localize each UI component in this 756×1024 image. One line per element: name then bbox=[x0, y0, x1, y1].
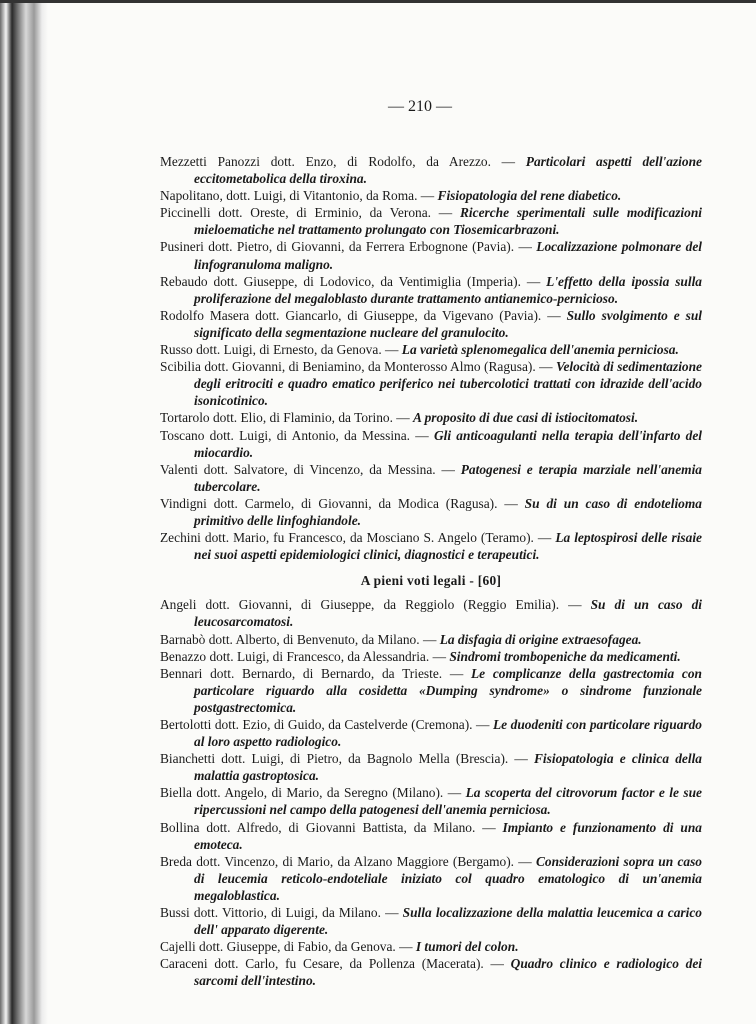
entry-author: Vindigni dott. Carmelo, di Giovanni, da Modica (Ragusa). bbox=[160, 495, 498, 511]
entry-author: Bussi dott. Vittorio, di Luigi, da Milano. bbox=[160, 905, 381, 921]
entry-author: Mezzetti Panozzi dott. Enzo, di Rodolfo, da Arezzo. bbox=[160, 154, 491, 169]
list-entry bbox=[160, 529, 702, 563]
entry-author: Zechini dott. Mario, fu Francesco, da Mosciano S. Angelo (Teramo). bbox=[160, 530, 534, 546]
entry-dash: — bbox=[442, 665, 471, 681]
entry-dash: — bbox=[490, 154, 526, 169]
list-entry bbox=[160, 853, 702, 904]
entry-thesis-title: Su di un caso di endotelioma primitivo delle linfoghiandole. bbox=[194, 495, 702, 528]
entry-dash: — bbox=[475, 819, 503, 835]
list-entry bbox=[160, 716, 702, 750]
list-entry bbox=[160, 819, 702, 853]
entry-thesis-title: Particolari aspetti dell'azione eccitometabolica della tiroxina. bbox=[194, 154, 702, 187]
entry-dash: — bbox=[380, 905, 403, 921]
entry-thesis-title: Gli anticoagulanti nella terapia dell'infarto del miocardio. bbox=[194, 427, 702, 460]
entry-author: Rebaudo dott. Giuseppe, di Lodovico, da Ventimiglia (Imperia). bbox=[160, 273, 521, 289]
entry-author: Pusineri dott. Pietro, di Giovanni, da Ferrera Erbognone (Pavia). bbox=[160, 239, 515, 255]
entry-author: Benazzo dott. Luigi, di Francesco, da Alessandria. bbox=[160, 648, 430, 664]
list-entry bbox=[160, 631, 702, 648]
entry-thesis-title: Su di un caso di leucosarcomatosi. bbox=[194, 597, 703, 630]
entry-thesis-title: La varietà splenomegalica dell'anemia perniciosa. bbox=[401, 342, 679, 358]
entry-dash: — bbox=[520, 273, 547, 289]
graduates-list-section-1 bbox=[160, 153, 702, 563]
entry-thesis-title: La scoperta del citrovorum factor e le sue ripercussioni nel campo della patogenesi dell'anemia perniciosa. bbox=[194, 785, 702, 818]
entry-thesis-title: Velocità di sedimentazione degli eritrociti e quadro ematico periferico nei tubercolotici trattati con idrazide dell'acido isonicotinico. bbox=[194, 359, 703, 409]
entry-author: Valenti dott. Salvatore, di Vincenzo, da Messina. bbox=[160, 461, 436, 477]
entry-thesis-title: Sulla localizzazione della malattia leucemica a carico dell' apparato digerente. bbox=[194, 905, 702, 938]
entry-dash: — bbox=[559, 597, 591, 613]
list-entry bbox=[160, 341, 702, 358]
graduates-list-section-2 bbox=[160, 596, 702, 989]
entry-author: Angeli dott. Giovanni, di Giuseppe, da Reggiolo (Reggio Emilia). bbox=[160, 597, 560, 613]
book-binding-edge bbox=[0, 0, 48, 1024]
entry-thesis-title: A proposito di due casi di istiocitomatosi. bbox=[413, 410, 639, 426]
list-entry bbox=[160, 938, 702, 955]
entry-author: Bennari dott. Bernardo, di Bernardo, da Trieste. bbox=[160, 665, 443, 681]
list-entry bbox=[160, 204, 702, 238]
entry-dash: — bbox=[472, 717, 493, 732]
page-number: — 210 — bbox=[388, 98, 452, 115]
entry-dash: — bbox=[514, 239, 537, 255]
page-content bbox=[160, 153, 702, 990]
list-entry bbox=[160, 648, 702, 665]
entry-thesis-title: Fisiopatologia e clinica della malattia gastroptosica. bbox=[194, 751, 702, 784]
entry-author: Bianchetti dott. Luigi, di Pietro, da Bagnolo Mella (Brescia). bbox=[160, 751, 509, 767]
entry-dash: — bbox=[392, 410, 414, 426]
entry-dash: — bbox=[541, 307, 567, 323]
entry-dash: — bbox=[514, 853, 536, 869]
list-entry bbox=[160, 904, 702, 938]
entry-dash: — bbox=[497, 495, 525, 511]
entry-thesis-title: Considerazioni sopra un caso di leucemia reticolo-endoteliale iniziato col quadro ematologico di un'anemia megaloblastica. bbox=[194, 853, 702, 903]
entry-author: Piccinelli dott. Oreste, di Erminio, da Verona. bbox=[160, 205, 432, 221]
list-entry bbox=[160, 409, 702, 426]
entry-dash: — bbox=[483, 956, 511, 972]
entry-dash: — bbox=[535, 359, 556, 375]
entry-author: Breda dott. Vincenzo, di Mario, da Alzano Maggiore (Bergamo). bbox=[160, 853, 515, 869]
list-entry bbox=[160, 784, 702, 818]
entry-author: Napolitano, dott. Luigi, di Vitantonio, da Roma. bbox=[160, 188, 418, 204]
entry-dash: — bbox=[410, 427, 434, 443]
entry-thesis-title: Sullo svolgimento e sul significato della segmentazione nucleare del granulocito. bbox=[194, 307, 703, 340]
list-entry bbox=[160, 665, 702, 716]
list-entry bbox=[160, 427, 702, 461]
entry-thesis-title: Sindromi trombopeniche da medicamenti. bbox=[449, 648, 681, 664]
entry-author: Biella dott. Angelo, di Mario, da Seregno (Milano). bbox=[160, 785, 444, 801]
entry-author: Scibilia dott. Giovanni, di Beniamino, da Monterosso Almo (Ragusa). bbox=[160, 359, 536, 375]
entry-thesis-title: Patogenesi e terapia marziale nell'anemia tubercolare. bbox=[194, 461, 702, 494]
entry-thesis-title: Le duodeniti con particolare riguardo al loro aspetto radiologico. bbox=[194, 717, 702, 750]
entry-dash: — bbox=[419, 631, 440, 647]
entry-dash: — bbox=[395, 939, 416, 955]
entry-author: Bollina dott. Alfredo, di Giovanni Battista, da Milano. bbox=[160, 819, 476, 835]
entry-thesis-title: La leptospirosi delle risaie nei suoi aspetti epidemiologici clinici, diagnostici e terapeutici. bbox=[194, 530, 702, 563]
entry-thesis-title: Le complicanze della gastrectomia con particolare riguardo alla cosidetta «Dumping syndrome» o sindrome funzionale postgastrectomica. bbox=[194, 665, 702, 715]
list-entry bbox=[160, 273, 702, 307]
entry-thesis-title: Quadro clinico e radiologico dei sarcomi dell'intestino. bbox=[194, 956, 702, 989]
scan-top-edge bbox=[0, 0, 756, 3]
entry-dash: — bbox=[417, 188, 438, 204]
entry-thesis-title: I tumori del colon. bbox=[415, 939, 519, 955]
entry-dash: — bbox=[381, 342, 402, 358]
list-entry bbox=[160, 358, 702, 409]
entry-thesis-title: Localizzazione polmonare del linfogranuloma maligno. bbox=[194, 239, 702, 272]
list-entry bbox=[160, 187, 702, 204]
entry-author: Barnabò dott. Alberto, di Benvenuto, da Milano. bbox=[160, 631, 420, 647]
entry-thesis-title: La disfagia di origine extraesofagea. bbox=[439, 631, 642, 647]
entry-dash: — bbox=[508, 751, 534, 767]
entry-thesis-title: L'effetto della ipossia sulla proliferazione del megaloblasto durante trattamento antianemico-pernicioso. bbox=[194, 273, 702, 306]
list-entry bbox=[160, 153, 702, 187]
entry-author: Toscano dott. Luigi, di Antonio, da Messina. bbox=[160, 427, 411, 443]
entry-author: Tortarolo dott. Elio, di Flaminio, da Torino. bbox=[160, 410, 393, 426]
entry-author: Russo dott. Luigi, di Ernesto, da Genova. bbox=[160, 342, 382, 358]
entry-author: Caraceni dott. Carlo, fu Cesare, da Pollenza (Macerata). bbox=[160, 956, 484, 972]
entry-author: Bertolotti dott. Ezio, di Guido, da Castelverde (Cremona). bbox=[160, 717, 473, 732]
entry-thesis-title: Fisiopatologia del rene diabetico. bbox=[437, 188, 622, 204]
entry-dash: — bbox=[431, 205, 460, 221]
entry-dash: — bbox=[435, 461, 461, 477]
list-entry bbox=[160, 596, 702, 630]
list-entry bbox=[160, 238, 702, 272]
entry-dash: — bbox=[429, 648, 450, 664]
entry-thesis-title: Impianto e funzionamento di una emoteca. bbox=[194, 819, 702, 852]
list-entry bbox=[160, 461, 702, 495]
entry-dash: — bbox=[443, 785, 466, 801]
entry-dash: — bbox=[533, 530, 556, 546]
list-entry bbox=[160, 750, 702, 784]
entry-author: Rodolfo Masera dott. Giancarlo, di Giuseppe, da Vigevano (Pavia). bbox=[160, 307, 542, 323]
entry-thesis-title: Ricerche sperimentali sulle modificazioni mieloematiche nel trattamento prolungato con Tiosemicarbrazoni. bbox=[194, 205, 702, 238]
list-entry bbox=[160, 955, 702, 989]
list-entry bbox=[160, 307, 702, 341]
section-heading: A pieni voti legali - [60] bbox=[360, 573, 502, 589]
entry-author: Cajelli dott. Giuseppe, di Fabio, da Genova. bbox=[160, 939, 396, 955]
list-entry bbox=[160, 495, 702, 529]
